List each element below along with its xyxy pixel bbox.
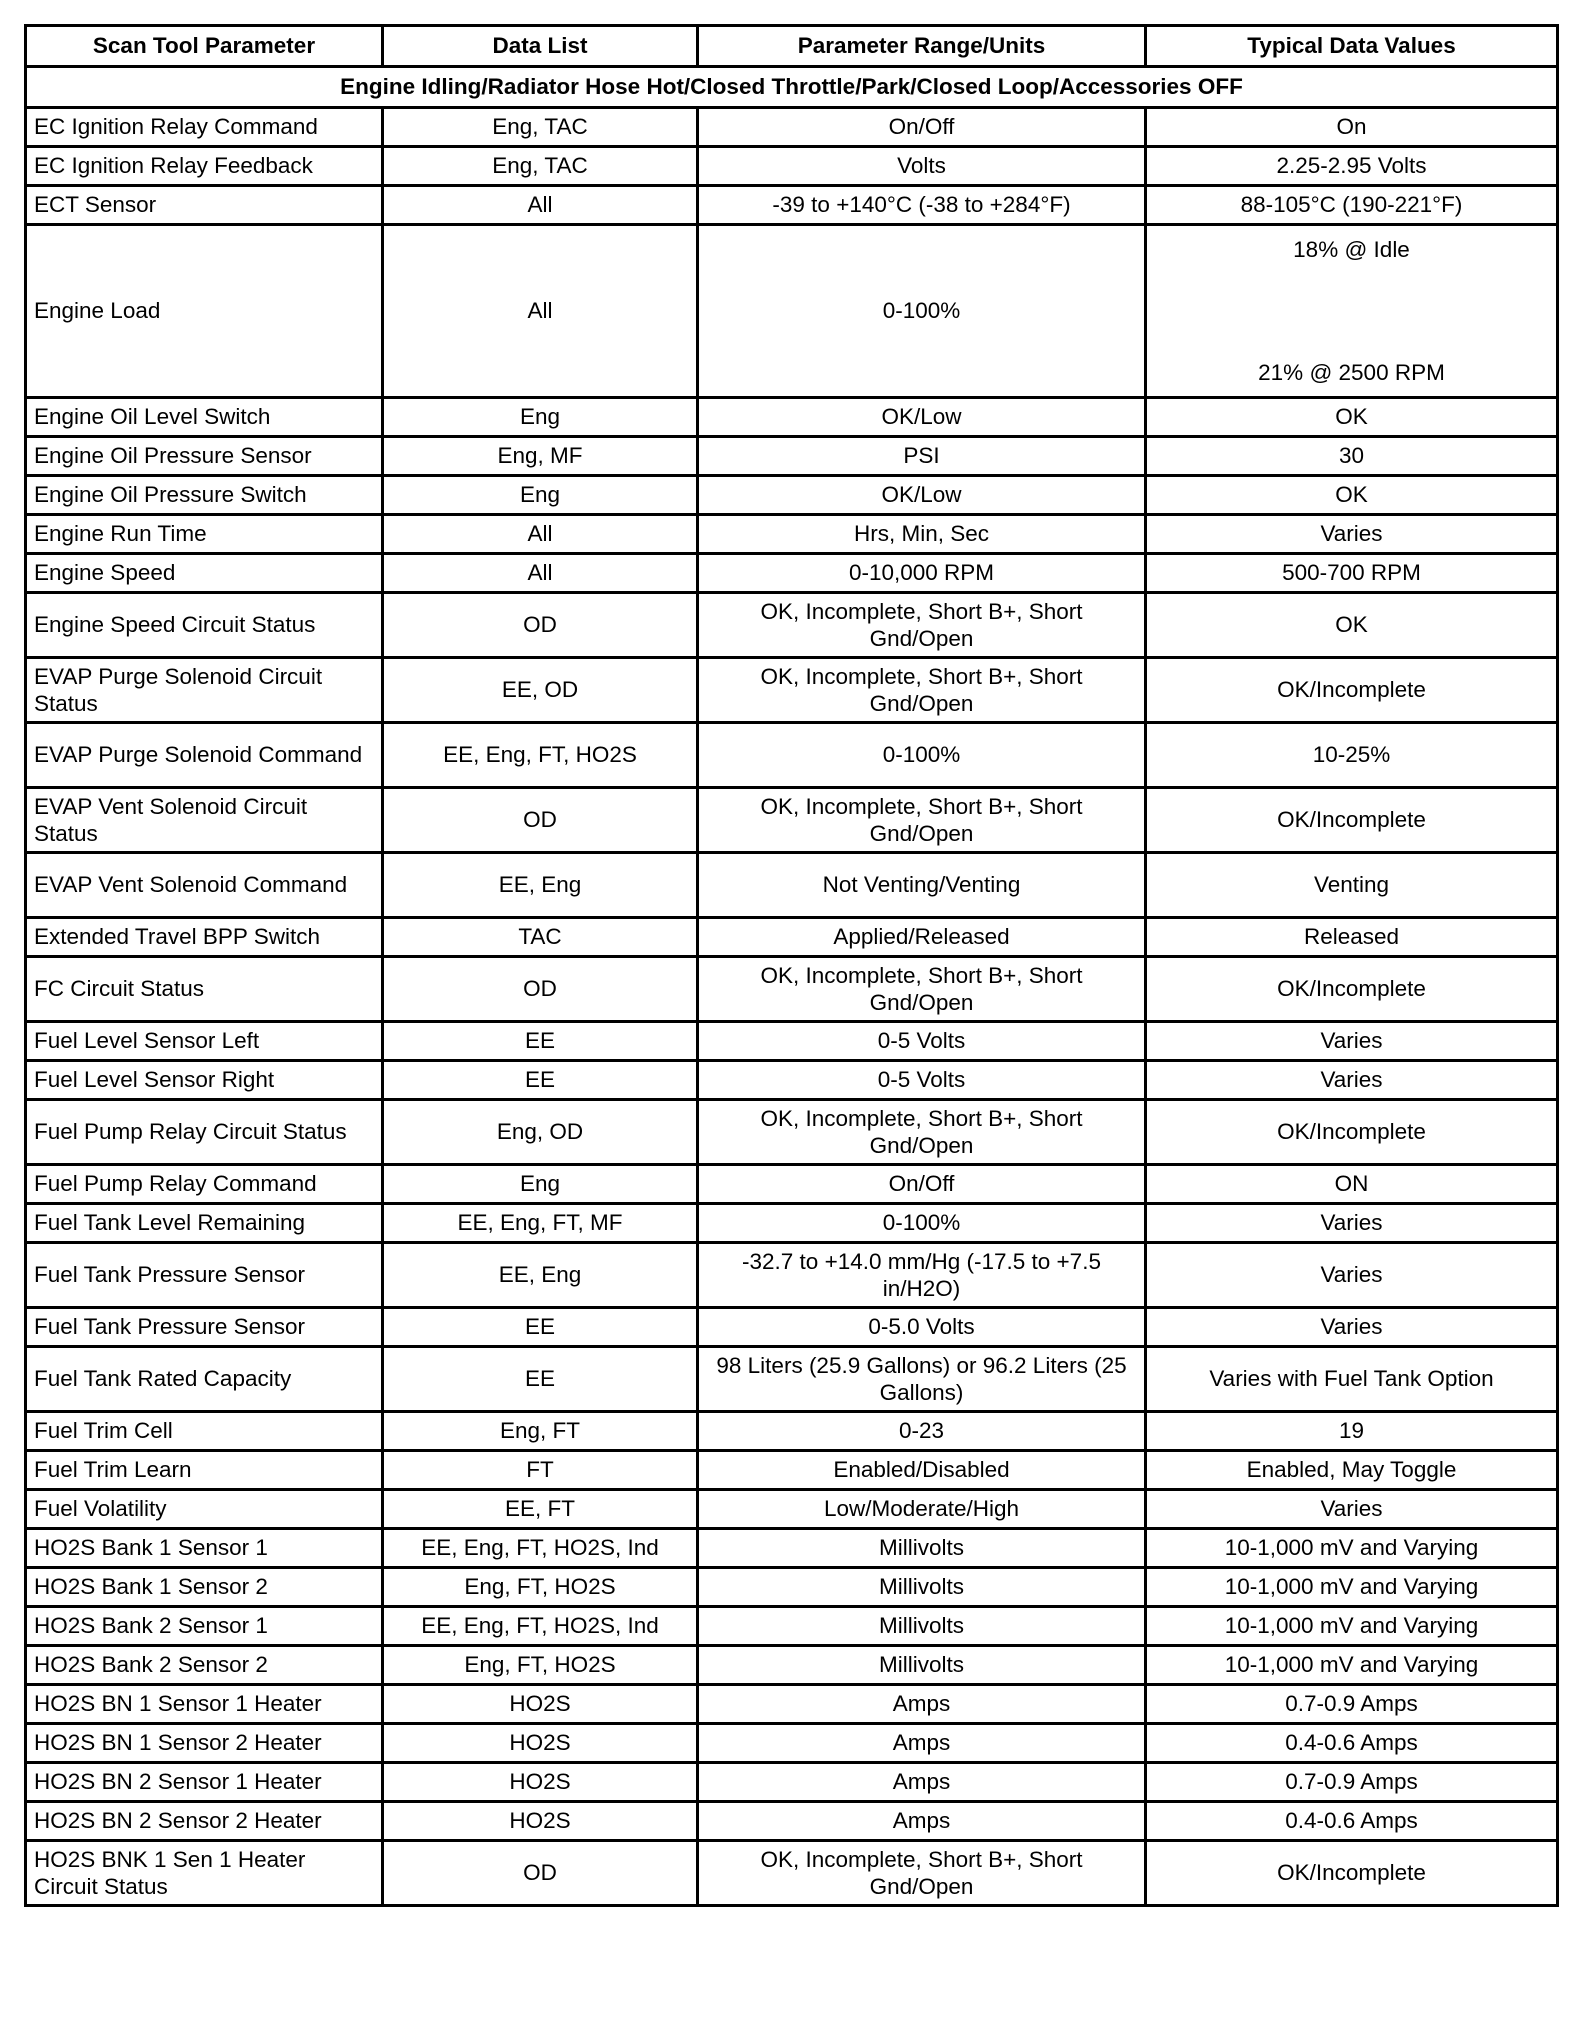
parameter-cell: Fuel Level Sensor Left bbox=[26, 1022, 383, 1061]
data-list-cell: EE, FT bbox=[383, 1490, 698, 1529]
typical-value-cell: OK bbox=[1146, 476, 1558, 515]
data-list-cell: Eng, FT, HO2S bbox=[383, 1568, 698, 1607]
range-units-cell: -32.7 to +14.0 mm/Hg (-17.5 to +7.5 in/H2O) bbox=[698, 1243, 1146, 1308]
data-list-cell: All bbox=[383, 225, 698, 398]
typical-value-stack bbox=[1154, 236, 1549, 386]
header-typical-data-values: Typical Data Values bbox=[1146, 26, 1558, 67]
parameter-cell: Engine Oil Level Switch bbox=[26, 398, 383, 437]
range-units-cell: Hrs, Min, Sec bbox=[698, 515, 1146, 554]
range-units-cell: 0-100% bbox=[698, 723, 1146, 788]
parameter-cell: HO2S Bank 1 Sensor 2 bbox=[26, 1568, 383, 1607]
data-list-cell: Eng, FT, HO2S bbox=[383, 1646, 698, 1685]
parameter-cell: FC Circuit Status bbox=[26, 957, 383, 1022]
range-units-cell: 0-10,000 RPM bbox=[698, 554, 1146, 593]
parameter-cell: Extended Travel BPP Switch bbox=[26, 918, 383, 957]
range-units-cell: OK/Low bbox=[698, 398, 1146, 437]
parameter-cell: HO2S Bank 1 Sensor 1 bbox=[26, 1529, 383, 1568]
data-list-cell: TAC bbox=[383, 918, 698, 957]
table-row bbox=[26, 1763, 1558, 1802]
typical-value-cell: 10-25% bbox=[1146, 723, 1558, 788]
data-list-cell: EE bbox=[383, 1061, 698, 1100]
typical-value-cell: OK/Incomplete bbox=[1146, 1841, 1558, 1906]
table-row bbox=[26, 1802, 1558, 1841]
parameter-cell: EC Ignition Relay Command bbox=[26, 108, 383, 147]
data-list-cell: OD bbox=[383, 1841, 698, 1906]
range-units-cell: OK, Incomplete, Short B+, Short Gnd/Open bbox=[698, 957, 1146, 1022]
table-row bbox=[26, 593, 1558, 658]
parameter-cell: HO2S BN 1 Sensor 2 Heater bbox=[26, 1724, 383, 1763]
range-units-cell: Millivolts bbox=[698, 1568, 1146, 1607]
table-row bbox=[26, 1646, 1558, 1685]
typical-value-cell: Varies bbox=[1146, 1204, 1558, 1243]
table-row bbox=[26, 788, 1558, 853]
table-row bbox=[26, 1841, 1558, 1906]
data-list-cell: Eng, FT bbox=[383, 1412, 698, 1451]
range-units-cell: -39 to +140°C (-38 to +284°F) bbox=[698, 186, 1146, 225]
header-data-list: Data List bbox=[383, 26, 698, 67]
data-list-cell: Eng, TAC bbox=[383, 147, 698, 186]
typical-value-cell: Varies bbox=[1146, 1061, 1558, 1100]
range-units-cell: On/Off bbox=[698, 108, 1146, 147]
parameter-cell: Fuel Pump Relay Command bbox=[26, 1165, 383, 1204]
typical-value-line: 21% @ 2500 RPM bbox=[1258, 359, 1445, 385]
parameter-cell: Fuel Trim Learn bbox=[26, 1451, 383, 1490]
typical-value-cell: 0.4-0.6 Amps bbox=[1146, 1802, 1558, 1841]
table-row bbox=[26, 225, 1558, 398]
range-units-cell: Enabled/Disabled bbox=[698, 1451, 1146, 1490]
parameter-cell: Fuel Tank Pressure Sensor bbox=[26, 1243, 383, 1308]
data-list-cell: EE, Eng bbox=[383, 1243, 698, 1308]
range-units-cell: PSI bbox=[698, 437, 1146, 476]
parameter-cell: Engine Speed Circuit Status bbox=[26, 593, 383, 658]
typical-value-cell: 0.4-0.6 Amps bbox=[1146, 1724, 1558, 1763]
data-list-cell: Eng bbox=[383, 398, 698, 437]
parameter-cell: Engine Speed bbox=[26, 554, 383, 593]
table-row bbox=[26, 515, 1558, 554]
range-units-cell: Applied/Released bbox=[698, 918, 1146, 957]
parameter-cell: Engine Oil Pressure Sensor bbox=[26, 437, 383, 476]
parameter-cell: Engine Run Time bbox=[26, 515, 383, 554]
typical-value-cell: OK/Incomplete bbox=[1146, 658, 1558, 723]
data-list-cell: Eng bbox=[383, 476, 698, 515]
typical-value-cell: Varies bbox=[1146, 1243, 1558, 1308]
range-units-cell: 0-5 Volts bbox=[698, 1022, 1146, 1061]
data-list-cell: OD bbox=[383, 957, 698, 1022]
table-row bbox=[26, 398, 1558, 437]
data-list-cell: HO2S bbox=[383, 1802, 698, 1841]
range-units-cell: Amps bbox=[698, 1763, 1146, 1802]
data-list-cell: EE bbox=[383, 1308, 698, 1347]
range-units-cell: 0-5.0 Volts bbox=[698, 1308, 1146, 1347]
typical-value-cell: 88-105°C (190-221°F) bbox=[1146, 186, 1558, 225]
parameter-cell: HO2S BNK 1 Sen 1 Heater Circuit Status bbox=[26, 1841, 383, 1906]
data-list-cell: Eng bbox=[383, 1165, 698, 1204]
table-row bbox=[26, 1529, 1558, 1568]
scan-tool-data-table bbox=[24, 24, 1559, 1907]
range-units-cell: OK, Incomplete, Short B+, Short Gnd/Open bbox=[698, 1841, 1146, 1906]
table-row bbox=[26, 1165, 1558, 1204]
table-row bbox=[26, 957, 1558, 1022]
typical-value-cell: Varies bbox=[1146, 1490, 1558, 1529]
typical-value-cell: 30 bbox=[1146, 437, 1558, 476]
range-units-cell: Amps bbox=[698, 1685, 1146, 1724]
range-units-cell: 0-23 bbox=[698, 1412, 1146, 1451]
header-row bbox=[26, 26, 1558, 67]
data-list-cell: EE, Eng bbox=[383, 853, 698, 918]
table-row bbox=[26, 1204, 1558, 1243]
data-list-cell: Eng, OD bbox=[383, 1100, 698, 1165]
table-row bbox=[26, 554, 1558, 593]
data-list-cell: All bbox=[383, 515, 698, 554]
typical-value-cell: 10-1,000 mV and Varying bbox=[1146, 1529, 1558, 1568]
data-list-cell: FT bbox=[383, 1451, 698, 1490]
parameter-cell: Engine Oil Pressure Switch bbox=[26, 476, 383, 515]
parameter-cell: HO2S BN 2 Sensor 1 Heater bbox=[26, 1763, 383, 1802]
typical-value-cell: Varies bbox=[1146, 515, 1558, 554]
header-parameter-range-units: Parameter Range/Units bbox=[698, 26, 1146, 67]
data-list-cell: All bbox=[383, 554, 698, 593]
parameter-cell: Fuel Pump Relay Circuit Status bbox=[26, 1100, 383, 1165]
data-list-cell: Eng, MF bbox=[383, 437, 698, 476]
typical-value-cell: Released bbox=[1146, 918, 1558, 957]
range-units-cell: OK, Incomplete, Short B+, Short Gnd/Open bbox=[698, 788, 1146, 853]
table-row bbox=[26, 476, 1558, 515]
typical-value-cell: Varies bbox=[1146, 1308, 1558, 1347]
parameter-cell: Fuel Volatility bbox=[26, 1490, 383, 1529]
test-condition: Engine Idling/Radiator Hose Hot/Closed Throttle/Park/Closed Loop/Accessories OFF bbox=[26, 67, 1558, 108]
table-row bbox=[26, 1685, 1558, 1724]
range-units-cell: 0-100% bbox=[698, 1204, 1146, 1243]
data-list-cell: OD bbox=[383, 593, 698, 658]
typical-value-cell: 2.25-2.95 Volts bbox=[1146, 147, 1558, 186]
parameter-cell: Fuel Tank Level Remaining bbox=[26, 1204, 383, 1243]
data-list-cell: OD bbox=[383, 788, 698, 853]
parameter-cell: HO2S Bank 2 Sensor 2 bbox=[26, 1646, 383, 1685]
data-list-cell: EE bbox=[383, 1022, 698, 1061]
parameter-cell: Fuel Trim Cell bbox=[26, 1412, 383, 1451]
parameter-cell: ECT Sensor bbox=[26, 186, 383, 225]
table-row bbox=[26, 1061, 1558, 1100]
data-list-cell: EE, Eng, FT, HO2S, Ind bbox=[383, 1607, 698, 1646]
data-list-cell: EE bbox=[383, 1347, 698, 1412]
typical-value-cell: Varies with Fuel Tank Option bbox=[1146, 1347, 1558, 1412]
typical-value-cell: OK/Incomplete bbox=[1146, 957, 1558, 1022]
parameter-cell: Engine Load bbox=[26, 225, 383, 398]
table-row bbox=[26, 147, 1558, 186]
range-units-cell: Millivolts bbox=[698, 1646, 1146, 1685]
typical-value-cell: Venting bbox=[1146, 853, 1558, 918]
typical-value-line: 18% @ Idle bbox=[1293, 237, 1410, 262]
table-row bbox=[26, 853, 1558, 918]
typical-value-cell: 500-700 RPM bbox=[1146, 554, 1558, 593]
parameter-cell: EVAP Vent Solenoid Circuit Status bbox=[26, 788, 383, 853]
data-list-cell: All bbox=[383, 186, 698, 225]
typical-value-cell: OK/Incomplete bbox=[1146, 1100, 1558, 1165]
range-units-cell: On/Off bbox=[698, 1165, 1146, 1204]
data-list-cell: HO2S bbox=[383, 1685, 698, 1724]
data-list-cell: HO2S bbox=[383, 1724, 698, 1763]
typical-value-cell: 19 bbox=[1146, 1412, 1558, 1451]
data-list-cell: HO2S bbox=[383, 1763, 698, 1802]
range-units-cell: Low/Moderate/High bbox=[698, 1490, 1146, 1529]
parameter-cell: HO2S BN 2 Sensor 2 Heater bbox=[26, 1802, 383, 1841]
table-row bbox=[26, 1451, 1558, 1490]
range-units-cell: 0-5 Volts bbox=[698, 1061, 1146, 1100]
typical-value-cell bbox=[1146, 225, 1558, 398]
table-row bbox=[26, 186, 1558, 225]
table-row bbox=[26, 658, 1558, 723]
typical-value-cell: Enabled, May Toggle bbox=[1146, 1451, 1558, 1490]
typical-value-cell: 0.7-0.9 Amps bbox=[1146, 1763, 1558, 1802]
typical-value-cell: ON bbox=[1146, 1165, 1558, 1204]
data-list-cell: Eng, TAC bbox=[383, 108, 698, 147]
range-units-cell: OK, Incomplete, Short B+, Short Gnd/Open bbox=[698, 593, 1146, 658]
parameter-cell: EC Ignition Relay Feedback bbox=[26, 147, 383, 186]
typical-value-cell: OK bbox=[1146, 593, 1558, 658]
range-units-cell: OK, Incomplete, Short B+, Short Gnd/Open bbox=[698, 1100, 1146, 1165]
range-units-cell: Millivolts bbox=[698, 1607, 1146, 1646]
data-list-cell: EE, Eng, FT, HO2S, Ind bbox=[383, 1529, 698, 1568]
range-units-cell: 0-100% bbox=[698, 225, 1146, 398]
table-row bbox=[26, 1607, 1558, 1646]
parameter-cell: Fuel Level Sensor Right bbox=[26, 1061, 383, 1100]
table-row bbox=[26, 108, 1558, 147]
data-list-cell: EE, Eng, FT, MF bbox=[383, 1204, 698, 1243]
typical-value-cell: 10-1,000 mV and Varying bbox=[1146, 1568, 1558, 1607]
parameter-cell: EVAP Vent Solenoid Command bbox=[26, 853, 383, 918]
range-units-cell: OK, Incomplete, Short B+, Short Gnd/Open bbox=[698, 658, 1146, 723]
range-units-cell: OK/Low bbox=[698, 476, 1146, 515]
typical-value-cell: 10-1,000 mV and Varying bbox=[1146, 1646, 1558, 1685]
range-units-cell: Volts bbox=[698, 147, 1146, 186]
table-row bbox=[26, 1412, 1558, 1451]
typical-value-cell: Varies bbox=[1146, 1022, 1558, 1061]
condition-row bbox=[26, 67, 1558, 108]
parameter-cell: EVAP Purge Solenoid Command bbox=[26, 723, 383, 788]
parameter-cell: Fuel Tank Rated Capacity bbox=[26, 1347, 383, 1412]
parameter-cell: EVAP Purge Solenoid Circuit Status bbox=[26, 658, 383, 723]
range-units-cell: Amps bbox=[698, 1802, 1146, 1841]
parameter-cell: HO2S Bank 2 Sensor 1 bbox=[26, 1607, 383, 1646]
table-row bbox=[26, 723, 1558, 788]
range-units-cell: Millivolts bbox=[698, 1529, 1146, 1568]
table-row bbox=[26, 1724, 1558, 1763]
table-row bbox=[26, 1568, 1558, 1607]
table-row bbox=[26, 1022, 1558, 1061]
data-list-cell: EE, OD bbox=[383, 658, 698, 723]
typical-value-cell: 10-1,000 mV and Varying bbox=[1146, 1607, 1558, 1646]
table-row bbox=[26, 1100, 1558, 1165]
data-list-cell: EE, Eng, FT, HO2S bbox=[383, 723, 698, 788]
range-units-cell: Not Venting/Venting bbox=[698, 853, 1146, 918]
parameter-cell: Fuel Tank Pressure Sensor bbox=[26, 1308, 383, 1347]
table-row bbox=[26, 1490, 1558, 1529]
range-units-cell: 98 Liters (25.9 Gallons) or 96.2 Liters (25 Gallons) bbox=[698, 1347, 1146, 1412]
table-row bbox=[26, 1308, 1558, 1347]
parameter-cell: HO2S BN 1 Sensor 1 Heater bbox=[26, 1685, 383, 1724]
typical-value-cell: OK bbox=[1146, 398, 1558, 437]
table-row bbox=[26, 918, 1558, 957]
typical-value-cell: OK/Incomplete bbox=[1146, 788, 1558, 853]
typical-value-cell: 0.7-0.9 Amps bbox=[1146, 1685, 1558, 1724]
range-units-cell: Amps bbox=[698, 1724, 1146, 1763]
table-row bbox=[26, 437, 1558, 476]
typical-value-cell: On bbox=[1146, 108, 1558, 147]
table-row bbox=[26, 1347, 1558, 1412]
table-row bbox=[26, 1243, 1558, 1308]
header-scan-tool-parameter: Scan Tool Parameter bbox=[26, 26, 383, 67]
